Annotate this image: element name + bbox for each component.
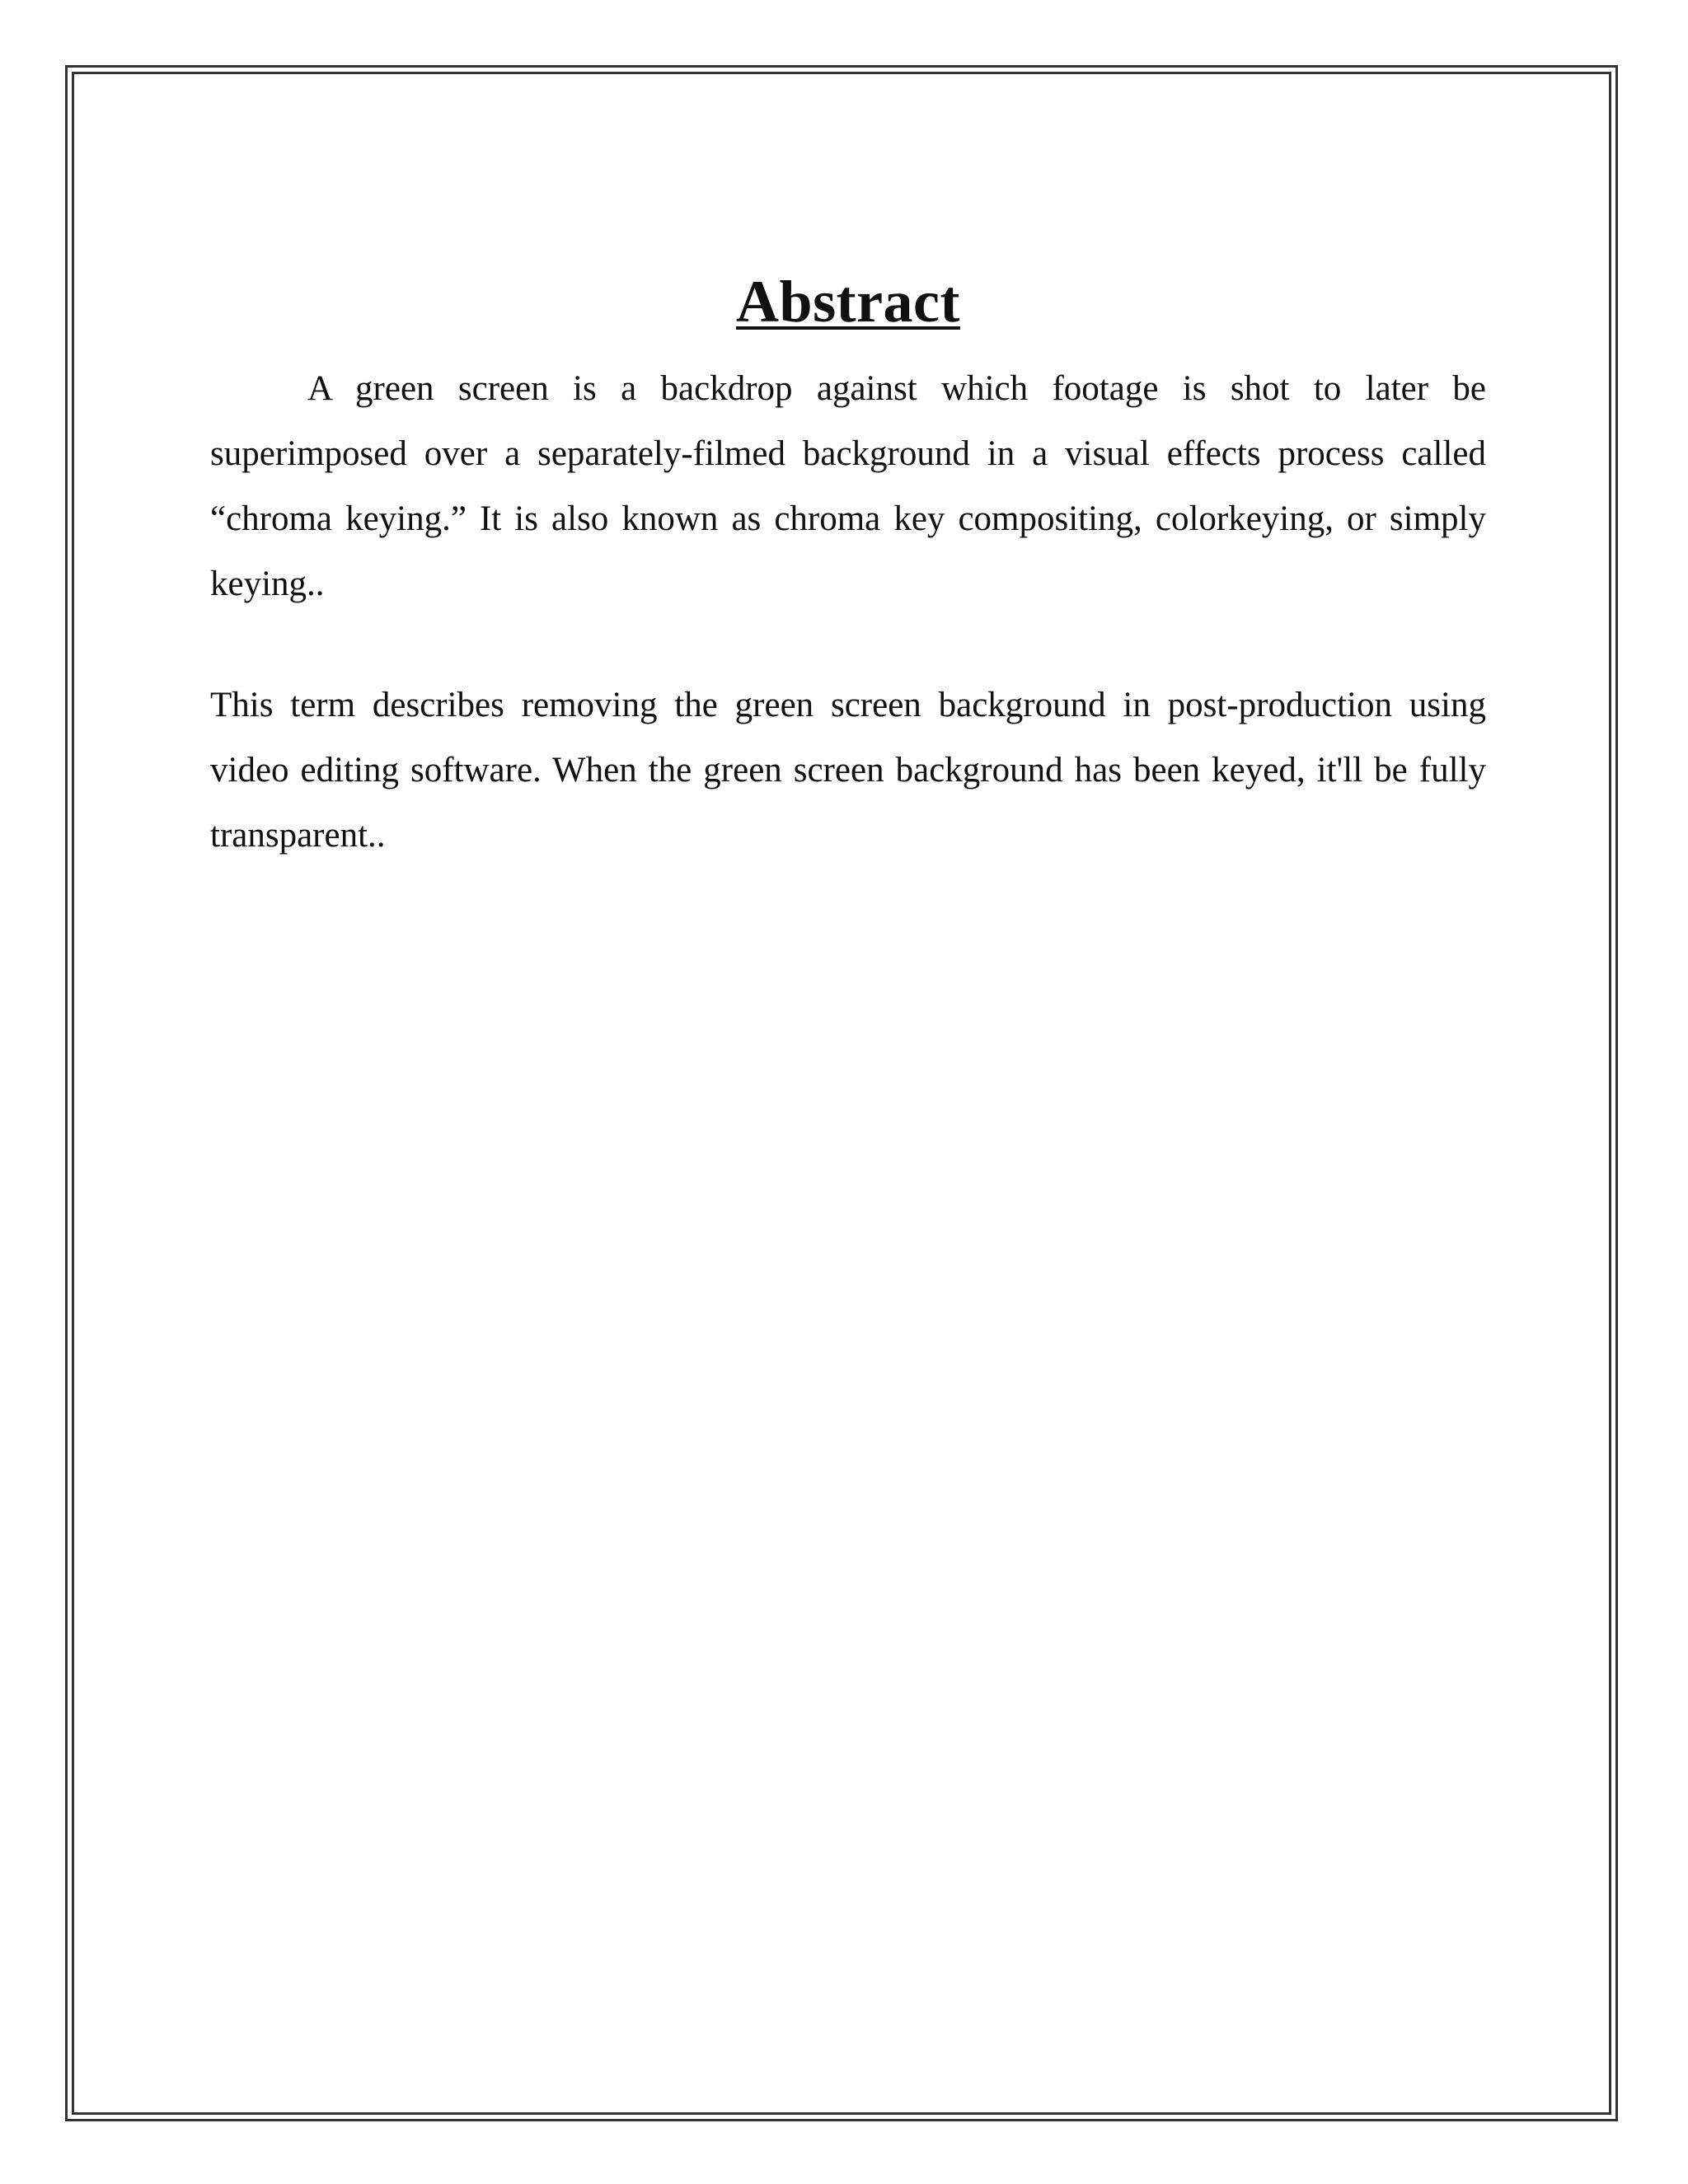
abstract-paragraph-2: This term describes removing the green screen background in post-production using video editing software. When the green screen background has been keyed, it'll be fully transparent.. xyxy=(210,686,1486,855)
page-title: Abstract xyxy=(736,269,960,335)
abstract-paragraph-1: A green screen is a backdrop against which footage is shot to later be superimposed over a separately-filmed background in a visual effects process called “chroma keying.” It is also known as chroma key compositing, colorkeying, or simply keying.. xyxy=(210,369,1486,603)
abstract-section xyxy=(210,269,1486,868)
